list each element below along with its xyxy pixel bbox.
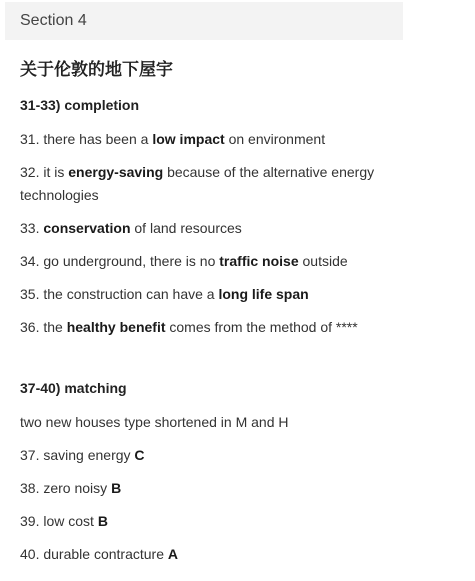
completion-heading: 31-33) completion [20, 97, 140, 113]
answer-item-38: 38. zero noisy B [20, 480, 122, 496]
answer-keyword: energy-saving [68, 164, 164, 180]
answer-keyword: healthy benefit [66, 319, 166, 335]
document-title: 关于伦敦的地下屋宇 [20, 60, 173, 80]
answer-letter: B [97, 513, 108, 529]
answer-keyword: traffic noise [219, 253, 299, 269]
answer-letter: A [167, 546, 178, 562]
section-header [5, 2, 403, 40]
answer-letter: B [111, 480, 122, 496]
answer-item-37: 37. saving energy C [20, 447, 145, 463]
answer-item-40: 40. durable contracture A [20, 546, 178, 562]
answer-keyword: long life span [218, 286, 309, 302]
answer-item-31: 31. there has been a low impact on environment [20, 131, 326, 147]
answer-item-39: 39. low cost B [20, 513, 108, 529]
section-gap [20, 349, 390, 378]
answer-letter: C [134, 447, 145, 463]
answer-keyword: conservation [43, 220, 131, 236]
document-body [20, 58, 390, 576]
matching-intro: two new houses type shortened in M and H [20, 414, 289, 430]
answer-item-36: 36. the healthy benefit comes from the method of **** [20, 319, 358, 335]
section-title: Section 4 [20, 12, 87, 29]
answer-item-34: 34. go underground, there is no traffic noise outside [20, 253, 348, 269]
answer-item-35: 35. the construction can have a long life span [20, 286, 309, 302]
answer-keyword: low impact [152, 131, 225, 147]
answer-item-32: 32. it is energy-saving because of the alternative energy technologies [20, 164, 375, 203]
matching-heading: 37-40) matching [20, 380, 127, 396]
answer-item-33: 33. conservation of land resources [20, 220, 242, 236]
